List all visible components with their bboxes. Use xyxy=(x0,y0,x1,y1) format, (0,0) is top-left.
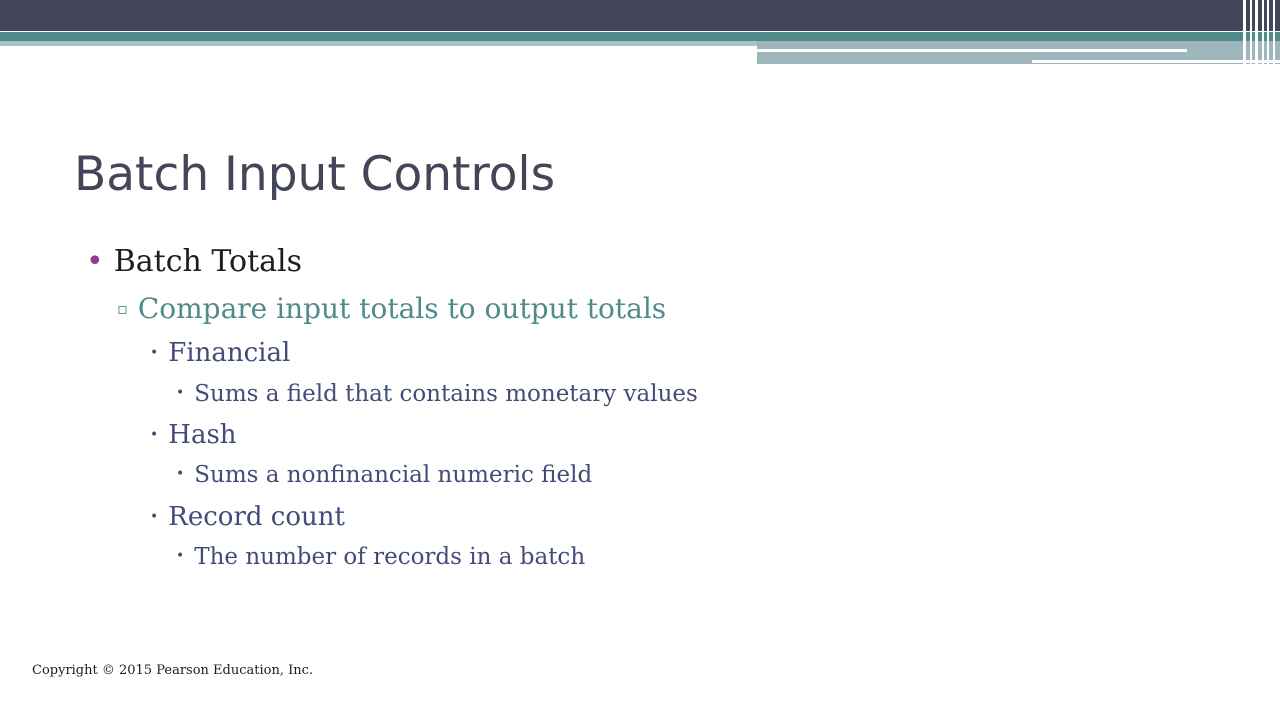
header-white-line xyxy=(757,49,1187,52)
bullet-level1-text: Batch Totals xyxy=(113,244,303,279)
copyright-footer: Copyright © 2015 Pearson Education, Inc. xyxy=(32,663,314,678)
bullet-level4-text: The number of records in a batch xyxy=(194,544,586,570)
bullet-level3-text: Record count xyxy=(168,502,345,532)
bullet-level3 xyxy=(150,502,345,532)
bullet-level3 xyxy=(150,338,290,368)
header-vertical-stripes xyxy=(1240,0,1280,64)
bullet-level4 xyxy=(176,544,585,570)
bullet-level1 xyxy=(86,244,302,279)
bullet-level4-text: Sums a nonfinancial numeric field xyxy=(194,462,593,488)
bullet-level3-text: Financial xyxy=(168,338,291,368)
header-bar xyxy=(0,0,1280,31)
bullet-dot-icon: • xyxy=(150,345,159,361)
bullet-level2-text: Compare input totals to output totals xyxy=(137,292,667,325)
bullet-dot-icon: • xyxy=(150,509,159,525)
bullet-dot-icon: • xyxy=(176,548,185,564)
bullet-dot-icon: • xyxy=(176,385,185,401)
bullet-dot-icon: • xyxy=(86,244,104,279)
bullet-level4-text: Sums a field that contains monetary values xyxy=(194,381,698,407)
bullet-dot-icon: • xyxy=(176,466,185,482)
bullet-level3 xyxy=(150,420,237,450)
bullet-dot-icon: • xyxy=(150,427,159,443)
bullet-level4 xyxy=(176,462,592,488)
slide-title: Batch Input Controls xyxy=(74,147,556,202)
header-light-stripe xyxy=(0,41,757,46)
header-accent-stripe xyxy=(0,32,1280,41)
bullet-square-icon: ▫ xyxy=(117,299,128,318)
bullet-level3-text: Hash xyxy=(168,420,237,450)
bullet-level2 xyxy=(117,292,666,325)
bullet-level4 xyxy=(176,381,698,407)
